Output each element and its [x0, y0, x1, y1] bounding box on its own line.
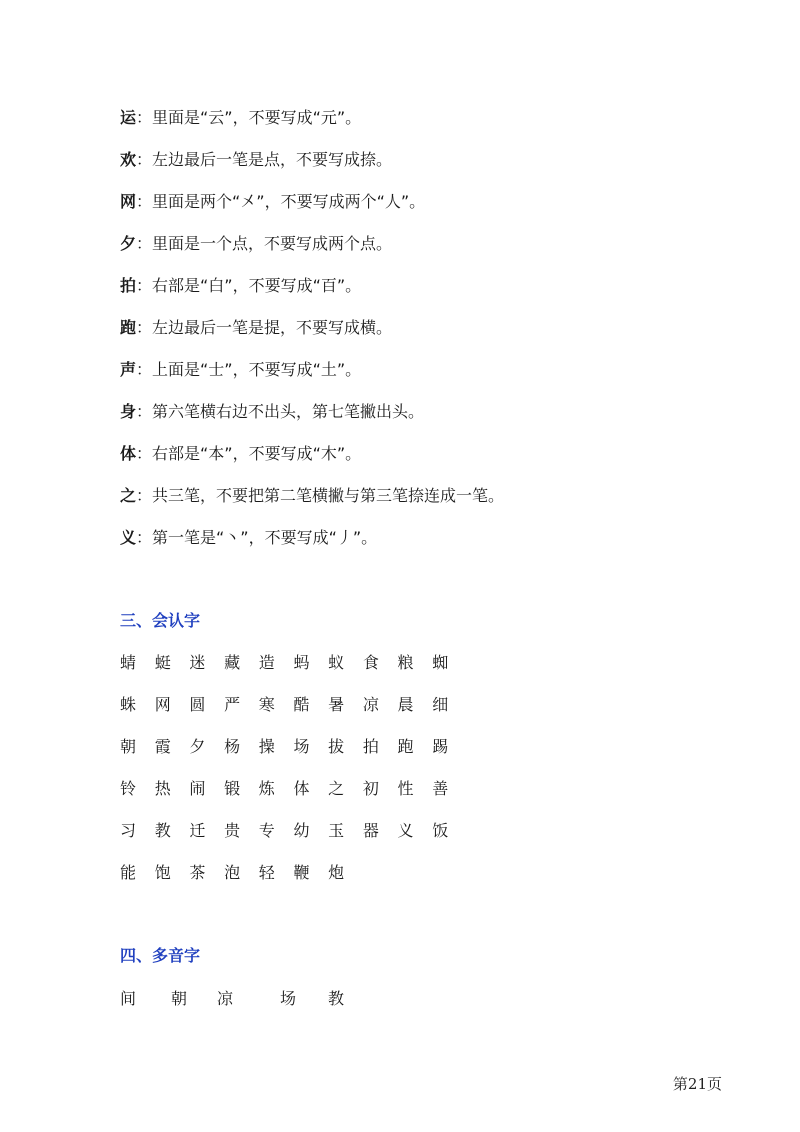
char-cell: 酷: [293, 695, 310, 714]
char-cell: 性: [397, 779, 414, 798]
section-title-polyphonic-chars: 四、多音字: [120, 946, 201, 965]
char-cell: 初: [362, 779, 379, 798]
char-cell: 轻: [258, 863, 275, 882]
char-cell: 饱: [154, 863, 171, 882]
char-cell: 鞭: [293, 863, 310, 882]
note-char: 夕: [120, 234, 137, 253]
char-cell: 晨: [397, 695, 414, 714]
note-item: [120, 481, 740, 523]
char-cell: 踢: [432, 737, 449, 756]
char-row: [120, 648, 520, 690]
char-cell: 蛛: [120, 695, 137, 714]
char-cell: 拔: [328, 737, 345, 756]
char-cell: 蜓: [154, 653, 171, 672]
char-cell: 专: [258, 821, 275, 840]
char-cell: 蚂: [293, 653, 310, 672]
char-cell: 热: [154, 779, 171, 798]
poly-char: 间: [120, 989, 137, 1008]
char-cell: 暑: [328, 695, 345, 714]
char-row: [120, 858, 520, 900]
char-cell: 造: [258, 653, 275, 672]
poly-char: 朝: [171, 989, 188, 1008]
char-cell: 饭: [432, 821, 449, 840]
note-char: 欢: [120, 150, 137, 169]
char-cell: 食: [362, 653, 379, 672]
char-cell: 迁: [189, 821, 206, 840]
char-cell: 藏: [224, 653, 241, 672]
note-char: 体: [120, 444, 137, 463]
char-cell: 严: [224, 695, 241, 714]
note-char: 身: [120, 402, 137, 421]
char-cell: 体: [293, 779, 310, 798]
char-row: [120, 732, 520, 774]
char-cell: 圆: [189, 695, 206, 714]
char-cell: 夕: [189, 737, 206, 756]
note-char: 运: [120, 108, 137, 127]
note-char: 拍: [120, 276, 137, 295]
note-item: [120, 439, 740, 481]
note-item: [120, 397, 740, 439]
char-cell: 锻: [224, 779, 241, 798]
page-number: 第21页: [672, 1075, 722, 1093]
char-cell: 场: [293, 737, 310, 756]
note-text: ：右部是“白”，不要写成“百”。: [136, 276, 362, 295]
note-text: ：里面是一个点，不要写成两个点。: [136, 234, 393, 253]
char-row: [120, 774, 520, 816]
poly-char: 教: [328, 989, 345, 1008]
char-cell: 粮: [397, 653, 414, 672]
note-char: 义: [120, 528, 137, 547]
note-item: [120, 103, 740, 145]
char-cell: 贵: [224, 821, 241, 840]
char-cell: 炼: [258, 779, 275, 798]
note-text: ：上面是“士”，不要写成“土”。: [136, 360, 362, 379]
note-item: [120, 145, 740, 187]
recognize-chars-grid: [120, 648, 520, 900]
char-cell: 泡: [224, 863, 241, 882]
char-cell: 拍: [362, 737, 379, 756]
note-text: ：第一笔是“丶”，不要写成“丿”。: [136, 528, 378, 547]
char-cell: 迷: [189, 653, 206, 672]
char-cell: 茶: [189, 863, 206, 882]
note-char: 声: [120, 360, 137, 379]
char-cell: 操: [258, 737, 275, 756]
char-cell: 教: [154, 821, 171, 840]
char-cell: 之: [328, 779, 345, 798]
char-cell: 蚁: [328, 653, 345, 672]
char-cell: 跑: [397, 737, 414, 756]
note-char: 之: [120, 486, 137, 505]
char-cell: 炮: [328, 863, 345, 882]
char-cell: 朝: [120, 737, 137, 756]
char-cell: 霞: [154, 737, 171, 756]
char-cell: 能: [120, 863, 137, 882]
char-row: [120, 690, 520, 732]
char-row: [120, 816, 520, 858]
char-cell: 蜘: [432, 653, 449, 672]
note-text: ：共三笔，不要把第二笔横撇与第三笔捺连成一笔。: [136, 486, 505, 505]
writing-notes-list: [120, 103, 740, 565]
note-text: ：右部是“本”，不要写成“木”。: [136, 444, 362, 463]
note-item: [120, 271, 740, 313]
char-cell: 细: [432, 695, 449, 714]
char-cell: 器: [362, 821, 379, 840]
note-char: 网: [120, 192, 137, 211]
note-char: 跑: [120, 318, 137, 337]
note-item: [120, 523, 740, 565]
note-text: ：里面是“云”，不要写成“元”。: [136, 108, 362, 127]
note-text: ：第六笔横右边不出头，第七笔撇出头。: [136, 402, 425, 421]
char-cell: 杨: [224, 737, 241, 756]
char-cell: 寒: [258, 695, 275, 714]
char-cell: 善: [432, 779, 449, 798]
note-text: ：左边最后一笔是点，不要写成捺。: [136, 150, 393, 169]
char-cell: 网: [154, 695, 171, 714]
poly-char: 场: [280, 989, 297, 1008]
char-cell: 凉: [362, 695, 379, 714]
char-cell: 习: [120, 821, 137, 840]
poly-char: 凉: [217, 989, 234, 1008]
note-text: ：里面是两个“㐅”，不要写成两个“人”。: [136, 192, 426, 211]
char-cell: 闹: [189, 779, 206, 798]
note-text: ：左边最后一笔是提，不要写成横。: [136, 318, 393, 337]
note-item: [120, 187, 740, 229]
section-title-recognize-chars: 三、会认字: [120, 611, 201, 630]
note-item: [120, 313, 740, 355]
char-cell: 蜻: [120, 653, 137, 672]
char-cell: 铃: [120, 779, 137, 798]
note-item: [120, 229, 740, 271]
char-cell: 玉: [328, 821, 345, 840]
note-item: [120, 355, 740, 397]
char-cell: 幼: [293, 821, 310, 840]
char-cell: 义: [397, 821, 414, 840]
